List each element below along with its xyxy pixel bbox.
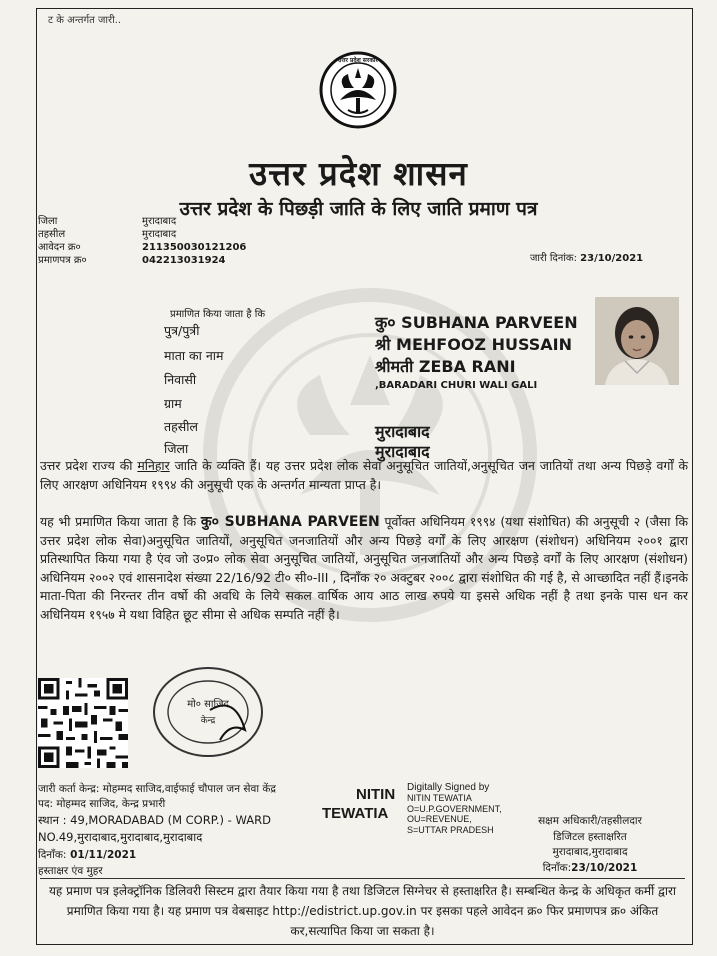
para1-after: जाति के व्यक्ति हैं। यह उत्तर प्रदेश लोक सेवा अनुसूचित जातियों,अनुसूचित जन जातियों तथा अन्य पिछड़े वर्गों के लिए आरक्षण अधिनियम १९९४ की अनुसूची एक के अन्तर्गत मान्यता प्राप्त है। <box>40 458 688 492</box>
field-label: माता का नाम <box>164 348 224 363</box>
authority-place: मुरादाबाद,मुरादाबाद <box>552 846 628 858</box>
para1-before: उत्तर प्रदेश राज्य की <box>40 458 138 473</box>
signature-scribble <box>210 706 245 741</box>
tehsil-value: मुरादाबाद <box>375 422 430 441</box>
emblem-text: उत्तर प्रदेश सरकार <box>338 57 378 64</box>
seal-center-mark: केन्द्र <box>200 716 216 726</box>
issuer-value: 49,MORADABAD (M CORP.) - WARD <box>66 813 271 827</box>
sig-line: Digitally Signed by <box>407 782 490 793</box>
sig-line: O=U.P.GOVERNMENT, <box>407 803 502 814</box>
field-label: जिला <box>164 441 189 456</box>
certificate-title: उत्तर प्रदेश के पिछड़ी जाति के लिए जाति प्रमाण पत्र <box>179 198 538 220</box>
seal-text: मो० साजिद <box>187 699 229 710</box>
government-title: उत्तर प्रदेश शासन <box>249 154 468 193</box>
address: ,BARADARI CHURI WALI GALI <box>375 380 538 391</box>
issuer-label: स्थान : <box>38 813 67 827</box>
qr-code <box>38 678 128 768</box>
issuer-post <box>38 797 165 811</box>
meta-value: मुरादाबाद <box>142 229 177 240</box>
meta-value: मुरादाबाद <box>142 216 177 227</box>
meta-label: जिला <box>38 216 58 227</box>
verification-footer: यह प्रमाण पत्र इलेक्ट्रॉनिक डिलिवरी सिस्टम द्वारा तैयार किया गया है तथा डिजिटल सिग्नेचर से हस्ताक्षरित है। सम्बन्धित केन्द्र के अधिकृत कर्मी द्वारा प्रमाणित किया गया है। यह प्रमाण पत्र वेबसाइट http://edistrict.up.gov.in पर इसका पहले आवेदन क्र० फिर प्रमाणपत्र क्र० अंकित कर,सत्यापित किया जा सकता है। <box>40 878 685 941</box>
issue-date <box>530 250 643 264</box>
para2-name: कु० SUBHANA PARVEEN <box>200 514 380 530</box>
sign-and-seal-label: हस्ताक्षर एंव मुहर <box>38 865 103 877</box>
meta-label: तहसील <box>38 229 66 240</box>
para2-before: यह भी प्रमाणित किया जाता है कि <box>40 514 201 529</box>
authority-date-value: 23/10/2021 <box>571 861 638 874</box>
authority-date-label: दिनाँक: <box>542 861 572 874</box>
application-number: 211350030121206 <box>142 242 247 253</box>
issue-date-value: 23/10/2021 <box>580 253 644 264</box>
caste-name: मनिहार <box>137 458 170 473</box>
signer-name-line2: TEWATIA <box>322 805 389 822</box>
issuer-seal <box>150 660 270 760</box>
meta-label: आवेदन क्र० <box>38 242 81 253</box>
issuer-date-value: 01/11/2021 <box>66 849 137 861</box>
mother-name: श्रीमती ZEBA RANI <box>375 357 516 376</box>
sig-line: OU=REVENUE, <box>407 814 472 825</box>
creamy-layer-paragraph <box>40 513 688 625</box>
district-value: मुरादाबाद <box>375 442 430 461</box>
authority-designation: सक्षम अधिकारी/तहसीलदार <box>538 815 642 827</box>
authority-block <box>500 814 680 876</box>
signer-name-line1: NITIN <box>356 786 396 803</box>
issuer-place-cont <box>38 830 202 845</box>
authority-date <box>500 861 680 877</box>
issuer-label: पद: <box>38 798 54 810</box>
issue-date-label: जारी दिनांक: <box>530 253 577 264</box>
issuer-label: दिनाँक: <box>38 849 67 861</box>
certify-intro: प्रमाणित किया जाता है कि <box>170 309 266 320</box>
field-label: ग्राम <box>164 396 182 411</box>
sig-line: NITIN TEWATIA <box>407 793 472 804</box>
candidate-name: कु० SUBHANA PARVEEN <box>375 313 578 332</box>
field-label: तहसील <box>164 419 198 434</box>
para2-after: पूर्वोक्त अधिनियम १९९४ (यथा संशोधित) की अनुसूची २ (जैसा कि उत्तर प्रदेश लोक सेवा)अनुसूचित जातियों, अनुसूचित जनजातियों और अन्य पिछड़े वर्गों के लिए आरक्षण (संशोधन) अधिनियम २००१ द्वारा प्रतिस्थापित किया गया है एंव जो उ०प्र० लोक सेवा अनुसूचित जातियों, अनुसूचित जनजातियों और अन्य पिछड़े वर्गों के लिए आरक्षण (संशोधन) अधिनियम २००२ एवं शासनादेश संख्या 22/16/92 टी० सी०-III , दिनाँक २० अक्टुबर २००८ द्वारा संशोधित की गई है, से आच्छादित नहीं हैं।इनके माता-पिता की निरन्तर तीन वर्षो की अवधि के लिये सकल वार्षिक आय आठ लाख रुपये या इससे अधिक नहीं है तथा इनके पास धन कर अधिनियम १९५७ मे यथा विहित छूट सीमा से अधिक सम्पति नहीं है। <box>40 514 688 622</box>
sig-line: S=UTTAR PRADESH <box>407 824 494 835</box>
father-name: श्री MEHFOOZ HUSSAIN <box>375 335 573 354</box>
authority-signed: डिजिटल हस्ताक्षरित <box>553 830 627 843</box>
field-label: पुत्र/पुत्री <box>164 323 200 338</box>
issuer-value: मोहम्मद साजिद, केन्द्र प्रभारी <box>53 798 166 810</box>
field-label: निवासी <box>164 372 197 387</box>
top-note: ट के अन्तर्गत जारी.. <box>48 15 122 26</box>
meta-label: प्रमाणपत्र क्र० <box>38 255 87 266</box>
digital-signature-details <box>407 783 502 835</box>
issuer-place <box>38 813 271 828</box>
issuer-value: NO.49,मुरादाबाद,मुरादाबाद,मुरादाबाद <box>38 830 203 844</box>
issuer-label: जारी कर्ता केन्द्र: <box>38 783 100 795</box>
issuer-date <box>38 848 136 862</box>
caste-paragraph <box>40 457 688 494</box>
certificate-number: 042213031924 <box>142 255 226 266</box>
applicant-photo <box>595 297 679 385</box>
issuer-center <box>38 782 276 796</box>
issuer-value: मोहम्मद साजिद,वाईफाई चौपाल जन सेवा केंद्र <box>99 783 277 795</box>
